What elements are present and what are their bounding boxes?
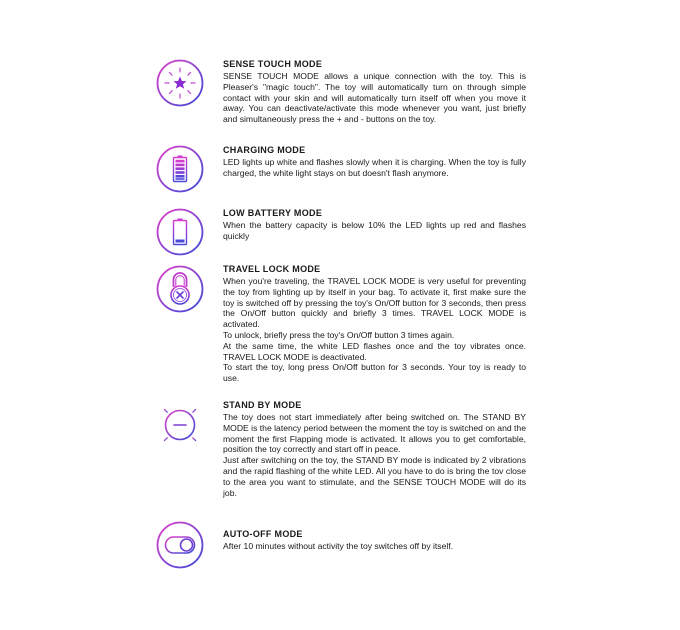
padlock-icon	[156, 265, 204, 313]
sense-touch-icon	[156, 59, 204, 107]
section-body: SENSE TOUCH MODE allows a unique connection with the toy. This is Pleaser's "magic touch". The toy will automatically turn on through simple contact with your skin and will automatically turn itself off when you move it away. You can deactivate/activate this mode whenever you want, just briefly and simultaneously press the + and - buttons on the toy.	[223, 71, 526, 125]
section-title: TRAVEL LOCK MODE	[223, 264, 321, 274]
low-battery-icon	[156, 208, 204, 256]
section-title: AUTO-OFF MODE	[223, 529, 303, 539]
section-title: STAND BY MODE	[223, 400, 302, 410]
standby-icon	[156, 401, 204, 449]
section-body: The toy does not start immediately after being switched on. The STAND BY MODE is the latency period between the moment the toy is switched on and the moment the first Flapping mode is activated. It allows you to get comfortable, position the toy correctly and start off in peace. Just after switching on the toy, the STAND BY mode is indicated by 2 vibrations and the rapid flashing of the white LED. All you have to do is bring the tov close to the area you want to stimulate, and the SENSE TOUCH MODE will do its job.	[223, 412, 526, 498]
toggle-off-icon	[156, 521, 204, 569]
section-title: SENSE TOUCH MODE	[223, 59, 323, 69]
section-title: CHARGING MODE	[223, 145, 306, 155]
section-body: When you're traveling, the TRAVEL LOCK MODE is very useful for preventing the toy from lighting up by itself in your bag. To activate it, first make sure the toy is switched off by pressing the toy's On/Off button for 3 seconds, then press the On/Off button quickly and briefly 3 times. TRAVEL LOCK MODE is activated. To unlock, briefly press the toy's On/Off button 3 times again. At the same time, the white LED flashes once and the toy vibrates once. TRAVEL LOCK MODE is deactivated. To start the toy, long press On/Off button for 3 seconds. Your toy is ready to use.	[223, 276, 526, 384]
section-body: After 10 minutes without activity the toy switches off by itself.	[223, 541, 454, 551]
section-title: LOW BATTERY MODE	[223, 208, 323, 218]
section-body: When the battery capacity is below 10% the LED lights up red and flashes quickly	[223, 220, 526, 241]
section-body: LED lights up white and flashes slowly when it is charging. When the toy is fully charged, the white light stays on but doesn't flash anymore.	[223, 157, 526, 178]
charging-battery-icon	[156, 145, 204, 193]
